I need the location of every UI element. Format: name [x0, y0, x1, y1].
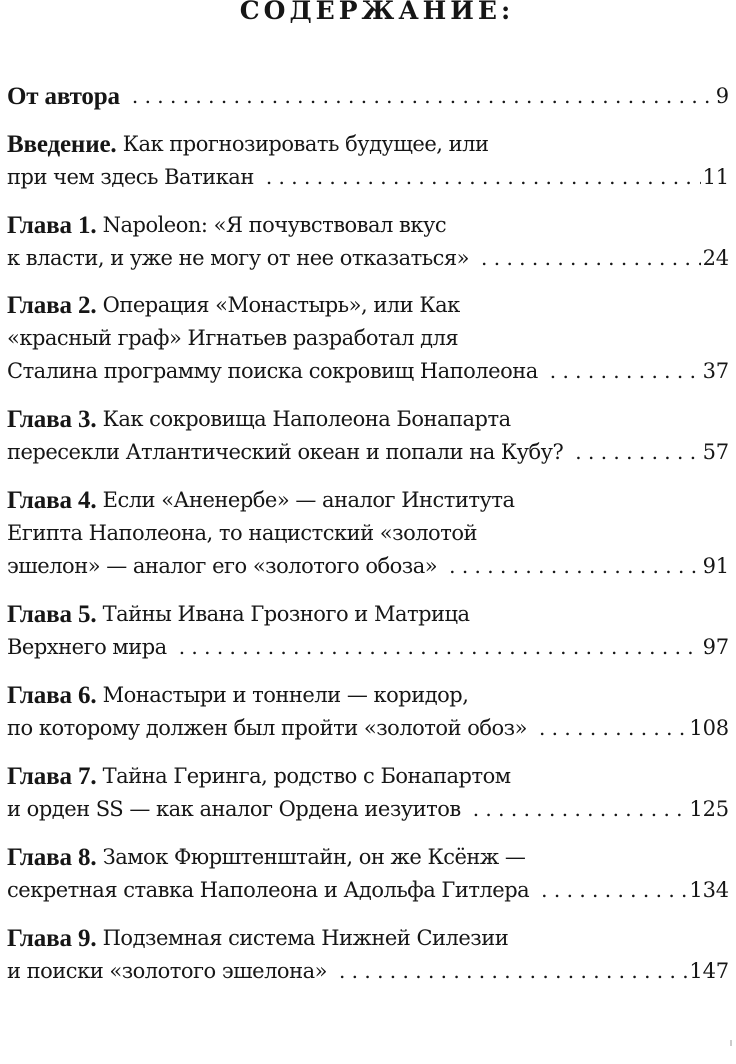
toc-entry-label: Глава 4. — [7, 487, 97, 514]
dot-leader — [481, 242, 701, 275]
toc-page-number: 37 — [702, 359, 729, 383]
toc-entry-chapter-5[interactable] — [7, 598, 729, 664]
toc-entry-label: Глава 7. — [7, 763, 97, 790]
toc-page-number: 125 — [689, 797, 729, 821]
toc-entry-text: Верхнего мира — [7, 635, 167, 659]
toc-entry-label: Глава 1. — [7, 212, 97, 239]
toc-entry-text: эшелон» — аналог его «золотого обоза» — [7, 554, 438, 578]
toc-entry-text: при чем здесь Ватикан — [7, 165, 254, 189]
toc-entry-text: пересекли Атлантический океан и попали на Кубу? — [7, 440, 564, 464]
toc-entry-line — [7, 355, 729, 388]
toc-entry-label: Глава 2. — [7, 292, 97, 319]
toc-entry-line — [7, 161, 729, 194]
toc-entry-text: «красный граф» Игнатьев разработал для — [7, 326, 459, 350]
toc-entry-text: Если «Аненербе» — аналог Института — [102, 488, 515, 512]
toc-entry-text: Как сокровища Наполеона Бонапарта — [102, 407, 511, 431]
toc-page-number: 57 — [702, 440, 729, 464]
toc-entry-text: Монастыри и тоннели — коридор, — [102, 683, 469, 707]
page-edge-mark — [730, 1040, 732, 1046]
page-title: СОДЕРЖАНИЕ: — [239, 0, 515, 25]
toc-page-number: 24 — [702, 246, 729, 270]
toc-entry-chapter-3[interactable] — [7, 403, 729, 469]
toc-entry-chapter-6[interactable] — [7, 679, 729, 745]
toc-entry-line — [7, 874, 729, 907]
toc-entry-label: Глава 8. — [7, 844, 97, 871]
toc-entry-label: Введение. — [7, 131, 117, 158]
toc-entry-text: и поиски «золотого эшелона» — [7, 959, 327, 983]
toc-entry-text: секретная ставка Наполеона и Адольфа Гитлера — [7, 878, 530, 902]
dot-leader — [541, 874, 687, 907]
toc-entry-author[interactable] — [7, 80, 729, 113]
dot-leader — [575, 436, 700, 469]
toc-page-number: 134 — [689, 878, 729, 902]
toc-entry-label: Глава 6. — [7, 682, 97, 709]
toc-entry-line — [7, 517, 729, 550]
dot-leader — [449, 550, 700, 583]
toc-entry-label: Глава 3. — [7, 406, 97, 433]
toc-entry-line — [7, 631, 729, 664]
toc-entry-text: к власти, и уже не могу от нее отказаться» — [7, 246, 470, 270]
toc-entry-chapter-7[interactable] — [7, 760, 729, 826]
dot-leader — [266, 161, 701, 194]
dot-leader — [132, 80, 714, 113]
dot-leader — [539, 712, 687, 745]
toc-entry-line — [7, 403, 729, 436]
toc-entry-text: и орден SS — как аналог Ордена иезуитов — [7, 797, 461, 821]
toc-entry-label: От автора — [7, 83, 120, 110]
toc-entry-line — [7, 793, 729, 826]
toc-entry-label: Глава 5. — [7, 601, 97, 628]
toc-entry-line — [7, 242, 729, 275]
toc-entry-chapter-4[interactable] — [7, 484, 729, 583]
toc-page-number: 108 — [689, 716, 729, 740]
toc-page-number: 91 — [702, 554, 729, 578]
toc-entry-text: Подземная система Нижней Силезии — [102, 926, 509, 950]
toc-entry-line — [7, 598, 729, 631]
toc-page-number: 9 — [715, 84, 729, 108]
toc-page-number: 11 — [702, 165, 729, 189]
toc-entry-line — [7, 955, 729, 988]
toc-entry-chapter-8[interactable] — [7, 841, 729, 907]
toc-entry-line — [7, 922, 729, 955]
toc-entry-text: Египта Наполеона, то нацистский «золотой — [7, 521, 477, 545]
toc-entry-text: по которому должен был пройти «золотой обоз» — [7, 716, 527, 740]
toc-entry-line — [7, 289, 729, 322]
toc-entry-line — [7, 679, 729, 712]
toc-page-number: 147 — [689, 959, 729, 983]
dot-leader — [473, 793, 688, 826]
toc-entry-line — [7, 841, 729, 874]
toc-entry-line — [7, 484, 729, 517]
toc-page-number: 97 — [702, 635, 729, 659]
toc-entry-chapter-9[interactable] — [7, 922, 729, 988]
toc-entry-chapter-1[interactable] — [7, 209, 729, 275]
toc-entry-line — [7, 760, 729, 793]
toc-entry-chapter-2[interactable] — [7, 289, 729, 388]
dot-leader — [550, 355, 701, 388]
toc-entry-text: Тайны Ивана Грозного и Матрица — [102, 602, 470, 626]
toc-entry-line — [7, 712, 729, 745]
toc-entry-introduction[interactable] — [7, 128, 729, 194]
toc-entry-line — [7, 209, 729, 242]
dot-leader — [179, 631, 701, 664]
toc-entry-text: Операция «Монастырь», или Как — [102, 293, 460, 317]
toc-entry-text: Как прогнозировать будущее, или — [122, 132, 489, 156]
toc-entry-line — [7, 128, 729, 161]
toc-entry-line — [7, 550, 729, 583]
toc-entry-line — [7, 322, 729, 355]
toc-entry-text: Napoleon: «Я почувствовал вкус — [102, 213, 447, 237]
toc-entry-text: Тайна Геринга, родство с Бонапартом — [102, 764, 511, 788]
toc-entry-text: Замок Фюрштенштайн, он же Ксёнж — — [102, 845, 526, 869]
dot-leader — [339, 955, 687, 988]
toc-entry-line — [7, 436, 729, 469]
toc-entry-label: Глава 9. — [7, 925, 97, 952]
toc-entry-text: Сталина программу поиска сокровищ Наполеона — [7, 359, 538, 383]
toc-entry-line — [7, 80, 729, 113]
